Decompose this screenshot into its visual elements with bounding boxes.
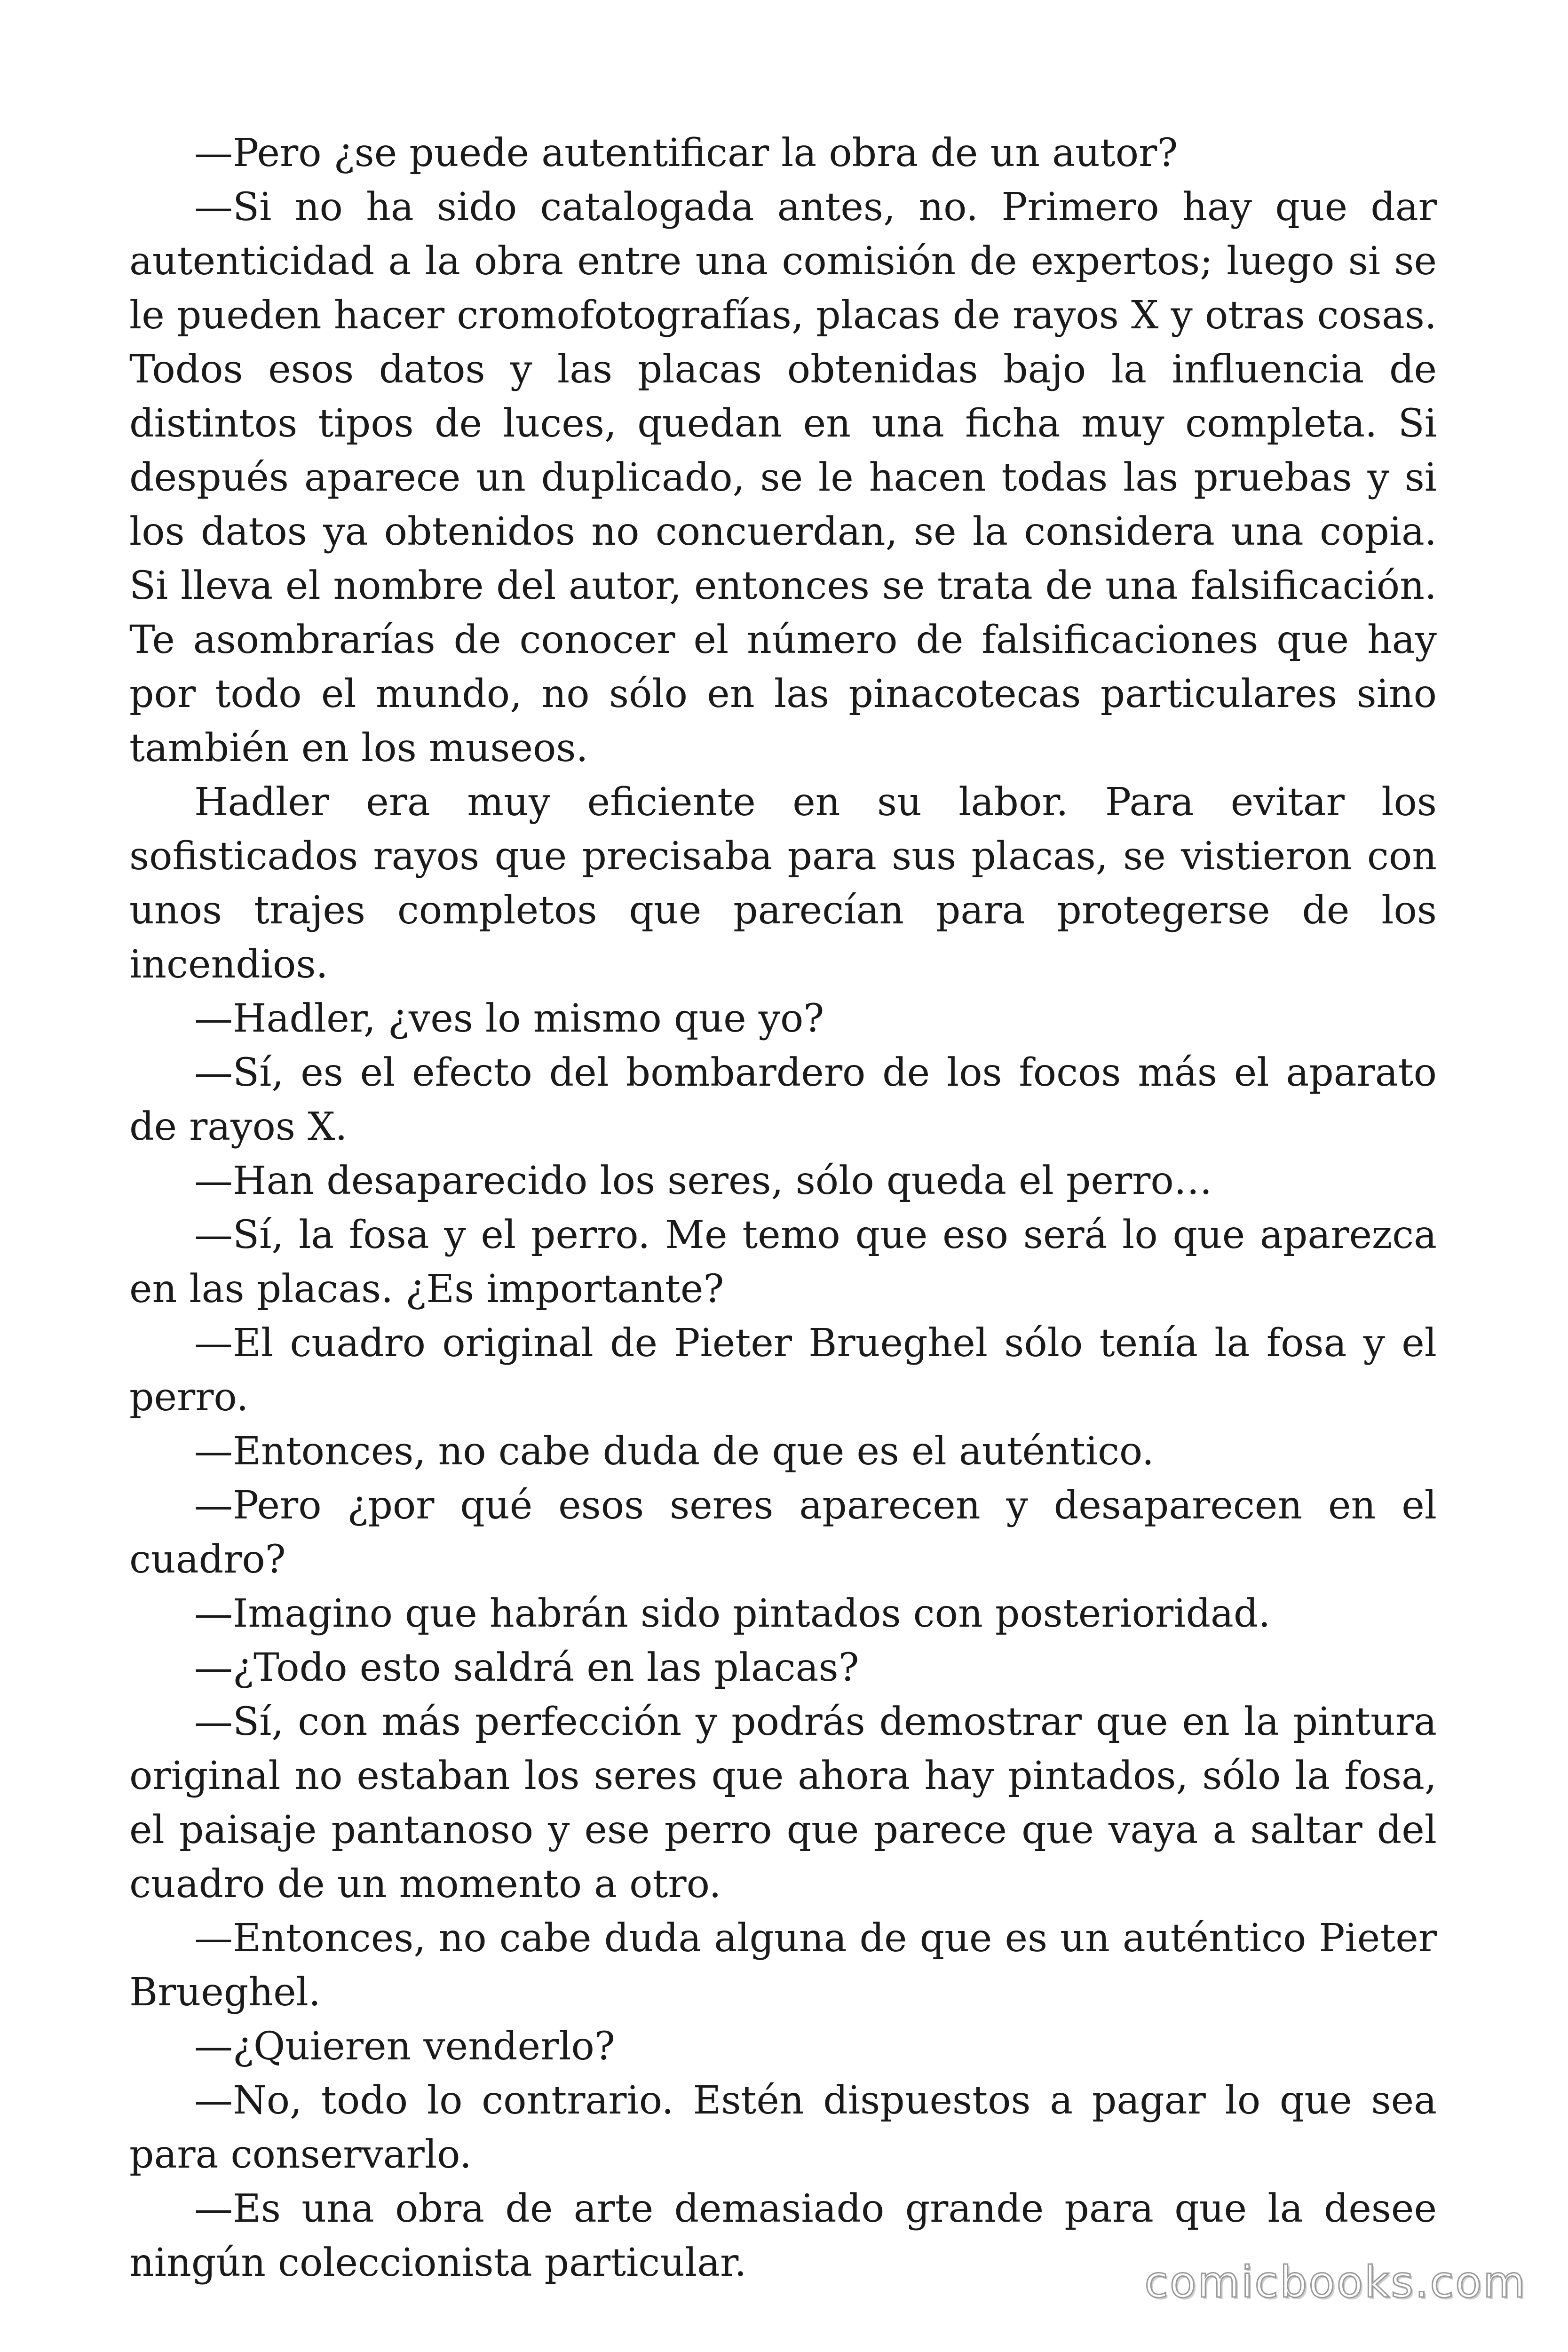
paragraph: —No, todo lo contrario. Estén dispuestos a pagar lo que sea para conservarlo. [129,2078,1437,2177]
paragraph: —Pero ¿se puede autentificar la obra de un autor? [194,131,1178,175]
paragraph: —Sí, la fosa y el perro. Me temo que eso será lo que aparezca en las placas. ¿Es importante? [129,1213,1437,1311]
paragraph: —Sí, con más perfección y podrás demostrar que en la pintura original no estaban los seres que ahora hay pintados, sólo la fosa, el paisaje pantanoso y ese perro que parece que vaya a saltar del cuadro de un momento a otro. [129,1700,1437,1907]
body-text [129,126,1437,2290]
paragraph: —Entonces, no cabe duda alguna de que es un auténtico Pieter Brueghel. [129,1916,1437,2015]
paragraph: —Si no ha sido catalogada antes, no. Primero hay que dar autenticidad a la obra entre una comisión de expertos; luego si se le pueden hacer cromofotografías, placas de rayos X y otras cosas. Todos esos datos y las placas obtenidas bajo la influencia de distintos tipos de luces, quedan en una ficha muy completa. Si después aparece un duplicado, se le hacen todas las pruebas y si los datos ya obtenidos no concuerdan, se la considera una copia. Si lleva el nombre del autor, entonces se trata de una falsificación. Te asombrarías de conocer el número de falsificaciones que hay por todo el mundo, no sólo en las pinacotecas particulares sino también en los museos. [129,185,1437,771]
paragraph: —Han desaparecido los seres, sólo queda el perro… [194,1159,1212,1203]
paragraph: —¿Quieren venderlo? [194,2024,615,2069]
paragraph: —¿Todo esto saldrá en las placas? [194,1645,859,1690]
paragraph: —Imagino que habrán sido pintados con posterioridad. [194,1591,1271,1636]
paragraph: —El cuadro original de Pieter Brueghel sólo tenía la fosa y el perro. [129,1321,1437,1420]
watermark: comicbooks.com [1144,2257,1527,2307]
paragraph: —Es una obra de arte demasiado grande para que la desee ningún coleccionista particular. [129,2186,1437,2285]
paragraph: —Sí, es el efecto del bombardero de los focos más el aparato de rayos X. [129,1050,1437,1149]
paragraph: Hadler era muy eficiente en su labor. Para evitar los sofisticados rayos que precisaba para sus placas, se vistieron con unos trajes completos que parecían para protegerse de los incendios. [129,780,1437,987]
paragraph: —Entonces, no cabe duda de que es el auténtico. [194,1429,1154,1474]
paragraph: —Hadler, ¿ves lo mismo que yo? [194,996,824,1041]
paragraph: —Pero ¿por qué esos seres aparecen y desaparecen en el cuadro? [129,1483,1437,1582]
